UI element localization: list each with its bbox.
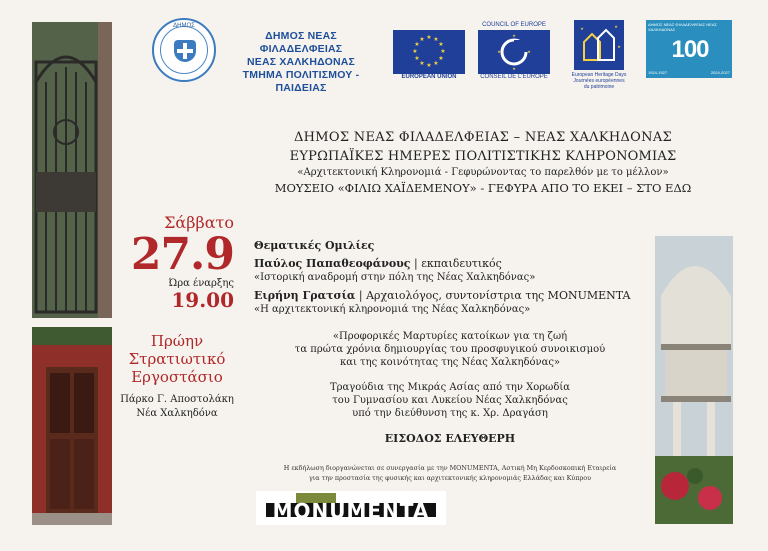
speaker-2-name: Ειρήνη Γρατσία: [254, 289, 356, 302]
free-entry-label: ΕΙΣΟΔΟΣ ΕΛΕΥΘΕΡΗ: [384, 432, 516, 445]
svg-text:★: ★: [414, 55, 420, 62]
svg-text:★: ★: [512, 66, 516, 71]
speaker-1-role: | εκπαιδευτικός: [414, 257, 502, 270]
svg-text:★: ★: [497, 49, 501, 54]
event-date: 27.9: [130, 229, 234, 280]
centenary-years: 1924-1927 2024-2027: [648, 70, 730, 75]
speaker-2-topic: «Η αρχιτεκτονική κληρονομιά της Νέας Χαλκηδόνας»: [254, 304, 531, 315]
red-door-photo: [32, 327, 112, 525]
svg-text:★: ★: [438, 55, 444, 62]
svg-text:★: ★: [426, 34, 432, 41]
coe-caption: CONSEIL DE L'EUROPE: [480, 74, 548, 80]
talks-title: Θεματικές Ομιλίες: [254, 239, 375, 252]
centenary-caption: ΔΗΜΟΣ ΝΕΑΣ ΦΙΛΑΔΕΛΦΕΙΑΣ ΝΕΑΣ ΧΑΛΚΗΔΟΝΑΣ: [648, 22, 717, 32]
svg-text:★: ★: [438, 41, 444, 48]
svg-text:★: ★: [419, 60, 425, 67]
event-venue: Πρώην Στρατιωτικό Εργοστάσιο: [128, 332, 226, 386]
coe-top-label: COUNCIL OF EUROPE: [482, 22, 546, 28]
eu-flag-logo: [393, 30, 465, 74]
svg-text:★: ★: [580, 26, 584, 31]
centenary-number: 100: [671, 36, 709, 63]
event-day: Σάββατο: [164, 213, 234, 232]
start-time-label: Ώρα έναρξης: [168, 278, 234, 289]
headline-museum: ΜΟΥΣΕΙΟ «ΦΙΛΙΩ ΧΑΪΔΕΜΕΝΟΥ» - ΓΕΦΥΡΑ ΑΠΟ ΤΟ ΕΚΕΙ – ΣΤΟ ΕΔΩ: [274, 181, 692, 195]
svg-text:★: ★: [433, 60, 439, 67]
event-address: Πάρκο Γ. Αποστολάκη Νέα Χαλκηδόνα: [120, 394, 234, 419]
svg-text:★: ★: [440, 48, 446, 55]
svg-text:★: ★: [419, 36, 425, 43]
headline-municipality: ΔΗΜΟΣ ΝΕΑΣ ΦΙΛΑΔΕΛΦΕΙΑΣ – ΝΕΑΣ ΧΑΛΚΗΔΟΝΑΣ: [293, 130, 672, 145]
municipality-logo: ΔΗΜΟΣ: [152, 18, 216, 82]
european-heritage-days-logo: [574, 20, 624, 70]
svg-text:★: ★: [527, 49, 531, 54]
speaker-2: [254, 289, 654, 302]
headline-theme: «Αρχιτεκτονική Κληρονομιά - Γεφυρώνοντας το παρελθόν με το μέλλον»: [297, 167, 669, 178]
svg-text:★: ★: [426, 62, 432, 69]
villa-photo: [655, 236, 733, 524]
eu-caption: EUROPEAN UNION: [401, 74, 457, 80]
speaker-1-name: Παύλος Παπαθεοφάνους: [254, 257, 411, 270]
svg-text:★: ★: [512, 33, 516, 38]
iron-gate-photo: [32, 22, 112, 318]
ehd-caption: European Heritage Days Journées européennes du patrimoine: [571, 72, 627, 90]
speaker-1: [254, 257, 654, 270]
svg-text:★: ★: [617, 44, 621, 49]
municipality-title: ΔΗΜΟΣ ΝΕΑΣ ΦΙΛΑΔΕΛΦΕΙΑΣ ΝΕΑΣ ΧΑΛΚΗΔΟΝΑΣ ΤΜΗΜΑ ΠΟΛΙΤΙΣΜΟΥ - ΠΑΙΔΕΙΑΣ: [242, 30, 360, 94]
event-time: 19.00: [171, 288, 234, 312]
svg-text:★: ★: [433, 36, 439, 43]
svg-text:★: ★: [614, 24, 618, 29]
council-of-europe-logo: [478, 30, 550, 74]
speaker-2-role: | Αρχαιολόγος, συντονίστρια της MONUMENTA: [358, 289, 631, 302]
event-date-block: [122, 213, 234, 312]
headline-event-name: ΕΥΡΩΠΑΪΚΕΣ ΗΜΕΡΕΣ ΠΟΛΙΤΙΣΤΙΚΗΣ ΚΛΗΡΟΝΟΜΙΑΣ: [289, 149, 677, 164]
svg-text:★: ★: [412, 48, 418, 55]
monumenta-logo-text: MONUMENTA: [272, 499, 430, 523]
speaker-1-topic: «Ιστορική αναδρομή στην πόλη της Νέας Χαλκηδόνας»: [254, 272, 536, 283]
svg-text:★: ★: [414, 41, 420, 48]
choir-text: Τραγούδια της Μικράς Ασίας από την Χορωδία του Γυμνασίου και Λυκείου Νέας Χαλκηδόνας υπό την διεύθυνση της κ. Χρ. Δραγάση: [329, 382, 571, 419]
testimonies-text: «Προφορικές Μαρτυρίες κατοίκων για τη ζωή τα πρώτα χρόνια δημιουργίας του προσφυγικού συνοικισμού και της κοινότητας της Νέας Χαλκηδόνας»: [294, 331, 606, 368]
collaboration-note: Η εκδήλωση διοργανώνεται σε συνεργασία με την MONUMENTA, Αστική Μη Κερδοσκοπική Εταιρεία για την προστασία της φυσικής και αρχιτεκτονικής κληρονομιάς Ελλάδας και Κύπρου: [283, 464, 617, 482]
